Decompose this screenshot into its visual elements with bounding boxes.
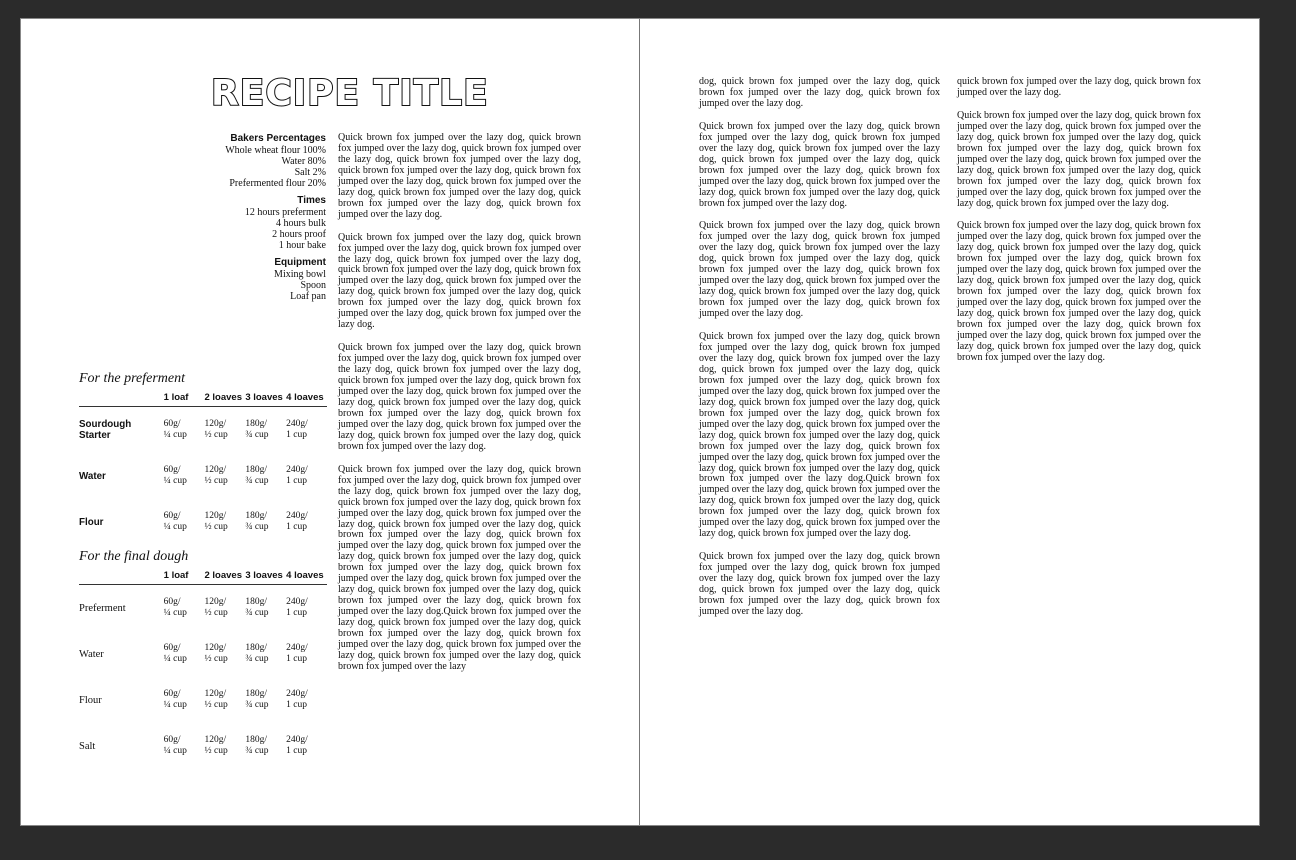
document-spread	[20, 18, 1260, 826]
quantity-line: 180g/	[245, 419, 267, 429]
quantity-cell	[164, 419, 205, 441]
table-row	[79, 407, 327, 453]
quantity-line: 1 cup	[286, 476, 307, 486]
quantity-cell	[286, 465, 327, 487]
quantity-line: 120g/	[204, 643, 227, 653]
quantity-line: ¾ cup	[245, 700, 269, 710]
table-row	[79, 585, 327, 631]
table-header	[79, 570, 327, 585]
meta-line: 4 hours bulk	[276, 218, 326, 229]
meta-line: 1 hour bake	[278, 240, 326, 251]
body-paragraph: Quick brown fox jumped over the lazy dog, quick brown fox jumped over the lazy dog, quick brown fox jumped over the lazy dog, quick brown fox jumped over the lazy dog, quick brown fox jumped over the lazy dog, quick brown fox jumped over the lazy dog, quick brown fox jumped over the lazy dog.	[699, 551, 940, 617]
body-paragraph: Quick brown fox jumped over the lazy dog, quick brown fox jumped over the lazy dog, quick brown fox jumped over the lazy dog, quick brown fox jumped over the lazy dog, quick brown fox jumped over the lazy dog, quick brown fox jumped over the lazy dog, quick brown fox jumped over the lazy dog, quick brown fox jumped over the lazy dog, quick brown fox jumped over the lazy dog, quick brown fox jumped over the lazy dog, quick brown fox jumped over the lazy dog, quick brown fox jumped over the lazy dog, quick brown fox jumped over the lazy dog, quick brown fox jumped over the lazy dog, quick brown fox jumped over the lazy dog, quick brown fox jumped over the lazy dog, quick brown fox jumped over the lazy dog, quick brown fox jumped over the lazy dog.Quick brown fox jumped over the lazy dog, quick brown fox jumped over the lazy dog, quick brown fox jumped over the lazy dog, quick brown fox jumped over the lazy dog, quick brown fox jumped over the lazy dog, quick brown fox jumped over the lazy dog, quick brown fox jumped over the lazy	[338, 463, 581, 672]
quantity-line: 180g/	[245, 597, 267, 607]
quantity-cell	[245, 735, 286, 757]
quantity-line: 60g/	[163, 419, 181, 429]
row-label: Preferment	[79, 602, 126, 614]
quantity-line: 1 cup	[286, 654, 307, 664]
quantity-line: ¼ cup	[163, 746, 187, 756]
header-spacer	[79, 392, 164, 404]
body-paragraph: Quick brown fox jumped over the lazy dog, quick brown fox jumped over the lazy dog, quick brown fox jumped over the lazy dog, quick brown fox jumped over the lazy dog, quick brown fox jumped over the lazy dog, quick brown fox jumped over the lazy dog, quick brown fox jumped over the lazy dog, quick brown fox jumped over the lazy dog, quick brown fox jumped over the lazy dog, quick brown fox jumped over the lazy dog, quick brown fox jumped over the lazy dog.	[338, 231, 581, 331]
body-paragraph: Quick brown fox jumped over the lazy dog, quick brown fox jumped over the lazy dog, quick brown fox jumped over the lazy dog, quick brown fox jumped over the lazy dog, quick brown fox jumped over the lazy dog, quick brown fox jumped over the lazy dog, quick brown fox jumped over the lazy dog, quick brown fox jumped over the lazy dog, quick brown fox jumped over the lazy dog, quick brown fox jumped over the lazy dog, quick brown fox jumped over the lazy dog, quick brown fox jumped over the lazy dog.	[957, 109, 1201, 209]
meta-line: Salt 2%	[294, 167, 326, 178]
quantity-cell	[164, 735, 205, 757]
quantity-line: 180g/	[245, 465, 267, 475]
body-paragraph: Quick brown fox jumped over the lazy dog, quick brown fox jumped over the lazy dog, quick brown fox jumped over the lazy dog, quick brown fox jumped over the lazy dog, quick brown fox jumped over the lazy dog, quick brown fox jumped over the lazy dog, quick brown fox jumped over the lazy dog, quick brown fox jumped over the lazy dog, quick brown fox jumped over the lazy dog, quick brown fox jumped over the lazy dog.	[699, 120, 940, 209]
quantity-line: 1 cup	[286, 746, 307, 756]
column-header: 2 loaves	[204, 570, 242, 581]
quantity-line: 1 cup	[286, 608, 307, 618]
quantity-cell	[204, 689, 245, 711]
quantity-cell	[164, 597, 205, 619]
meta-line: 12 hours preferment	[244, 207, 326, 218]
quantity-cell	[286, 597, 327, 619]
meta-line: Mixing bowl	[274, 269, 326, 280]
body-paragraph: Quick brown fox jumped over the lazy dog, quick brown fox jumped over the lazy dog, quick brown fox jumped over the lazy dog, quick brown fox jumped over the lazy dog, quick brown fox jumped over the lazy dog, quick brown fox jumped over the lazy dog, quick brown fox jumped over the lazy dog, quick brown fox jumped over the lazy dog, quick brown fox jumped over the lazy dog, quick brown fox jumped over the lazy dog, quick brown fox jumped over the lazy dog, quick brown fox jumped over the lazy dog, quick brown fox jumped over the lazy dog, quick brown fox jumped over the lazy dog, quick brown fox jumped over the lazy dog, quick brown fox jumped over the lazy dog, quick brown fox jumped over the lazy dog.	[957, 220, 1201, 363]
quantity-cell	[245, 597, 286, 619]
quantity-line: ¼ cup	[163, 654, 187, 664]
quantity-line: 1 cup	[286, 522, 307, 532]
column-header: 3 loaves	[245, 570, 283, 581]
quantity-line: ½ cup	[204, 700, 228, 710]
preferment-rows	[79, 407, 327, 545]
quantity-line: 60g/	[163, 465, 181, 475]
quantity-cell	[286, 735, 327, 757]
table-row	[79, 453, 327, 499]
bakers-percentages-group	[171, 133, 326, 189]
quantity-line: ¼ cup	[163, 430, 187, 440]
quantity-line: 120g/	[204, 689, 227, 699]
column-header: 4 loaves	[286, 570, 324, 581]
quantity-line: 180g/	[245, 643, 267, 653]
quantity-line: ½ cup	[204, 522, 228, 532]
final-dough-rows	[79, 585, 327, 769]
quantity-line: ¼ cup	[163, 476, 187, 486]
quantity-line: ¾ cup	[245, 430, 269, 440]
quantity-line: 120g/	[204, 511, 227, 521]
meta-line: Water 80%	[281, 156, 326, 167]
quantity-line: ¾ cup	[245, 608, 269, 618]
quantity-line: 1 cup	[286, 430, 307, 440]
quantity-line: ¼ cup	[163, 608, 187, 618]
quantity-cell	[204, 643, 245, 665]
quantity-line: 120g/	[204, 465, 227, 475]
quantity-line: 240g/	[286, 735, 308, 745]
row-label: Water	[79, 470, 106, 482]
quantity-cell	[245, 643, 286, 665]
right-body-column-2	[957, 77, 1201, 376]
table-row	[79, 631, 327, 677]
quantity-line: 240g/	[286, 643, 308, 653]
quantity-line: 240g/	[286, 597, 308, 607]
body-paragraph: Quick brown fox jumped over the lazy dog, quick brown fox jumped over the lazy dog, quick brown fox jumped over the lazy dog, quick brown fox jumped over the lazy dog, quick brown fox jumped over the lazy dog, quick brown fox jumped over the lazy dog, quick brown fox jumped over the lazy dog, quick brown fox jumped over the lazy dog, quick brown fox jumped over the lazy dog, quick brown fox jumped over the lazy dog, quick brown fox jumped over the lazy dog, quick brown fox jumped over the lazy dog, quick brown fox jumped over the lazy dog, quick brown fox jumped over the lazy dog, quick brown fox jumped over the lazy dog, quick brown fox jumped over the lazy dog, quick brown fox jumped over the lazy dog, quick brown fox jumped over the lazy dog.Quick brown fox jumped over the lazy dog, quick brown fox jumped over the lazy dog, quick brown fox jumped over the lazy dog, quick brown fox jumped over the lazy dog, quick brown fox jumped over the lazy dog, quick brown fox jumped over the lazy dog, quick brown fox jumped over the lazy dog.	[699, 331, 940, 540]
equipment-group	[171, 257, 326, 302]
quantity-cell	[286, 511, 327, 533]
quantity-line: ¾ cup	[245, 522, 269, 532]
quantity-line: ¾ cup	[245, 654, 269, 664]
quantity-cell	[164, 511, 205, 533]
final-dough-table	[79, 570, 327, 769]
row-label: Water	[79, 648, 104, 660]
header-spacer	[79, 570, 164, 582]
quantity-line: ½ cup	[204, 476, 228, 486]
body-paragraph: Quick brown fox jumped over the lazy dog, quick brown fox jumped over the lazy dog, quick brown fox jumped over the lazy dog, quick brown fox jumped over the lazy dog, quick brown fox jumped over the lazy dog, quick brown fox jumped over the lazy dog, quick brown fox jumped over the lazy dog, quick brown fox jumped over the lazy dog, quick brown fox jumped over the lazy dog, quick brown fox jumped over the lazy dog, quick brown fox jumped over the lazy dog, quick brown fox jumped over the lazy dog, quick brown fox jumped over the lazy dog.	[338, 342, 581, 452]
meta-line: Spoon	[300, 280, 326, 291]
table-row	[79, 677, 327, 723]
quantity-cell	[286, 419, 327, 441]
body-paragraph: dog, quick brown fox jumped over the lazy dog, quick brown fox jumped over the lazy dog, quick brown fox jumped over the lazy dog.	[699, 76, 940, 109]
bakers-percentages-heading: Bakers Percentages	[230, 133, 326, 144]
row-label: Flour	[79, 694, 102, 706]
quantity-line: 120g/	[204, 597, 227, 607]
column-header: 1 loaf	[163, 392, 189, 403]
body-paragraph: quick brown fox jumped over the lazy dog, quick brown fox jumped over the lazy dog.	[957, 76, 1201, 98]
quantity-cell	[204, 511, 245, 533]
table-row	[79, 499, 327, 545]
quantity-line: 60g/	[163, 643, 181, 653]
quantity-line: 1 cup	[286, 700, 307, 710]
quantity-line: ½ cup	[204, 746, 228, 756]
quantity-line: 240g/	[286, 465, 308, 475]
recipe-meta	[171, 133, 326, 308]
quantity-line: 240g/	[286, 419, 308, 429]
body-paragraph: Quick brown fox jumped over the lazy dog, quick brown fox jumped over the lazy dog, quick brown fox jumped over the lazy dog, quick brown fox jumped over the lazy dog, quick brown fox jumped over the lazy dog, quick brown fox jumped over the lazy dog, quick brown fox jumped over the lazy dog, quick brown fox jumped over the lazy dog, quick brown fox jumped over the lazy dog, quick brown fox jumped over the lazy dog, quick brown fox jumped over the lazy dog.	[699, 220, 940, 320]
quantity-cell	[164, 465, 205, 487]
final-dough-title: For the final dough	[79, 549, 189, 564]
column-header: 3 loaves	[245, 392, 283, 403]
quantity-line: 120g/	[204, 735, 227, 745]
quantity-cell	[245, 511, 286, 533]
quantity-cell	[245, 419, 286, 441]
quantity-cell	[204, 735, 245, 757]
quantity-cell	[204, 419, 245, 441]
quantity-line: ¾ cup	[245, 476, 269, 486]
row-label: Flour	[79, 516, 104, 528]
quantity-line: 180g/	[245, 511, 267, 521]
quantity-line: ½ cup	[204, 608, 228, 618]
meta-line: Prefermented flour 20%	[229, 178, 326, 189]
body-paragraph: Quick brown fox jumped over the lazy dog, quick brown fox jumped over the lazy dog, quick brown fox jumped over the lazy dog, quick brown fox jumped over the lazy dog, quick brown fox jumped over the lazy dog, quick brown fox jumped over the lazy dog, quick brown fox jumped over the lazy dog, quick brown fox jumped over the lazy dog, quick brown fox jumped over the lazy dog, quick brown fox jumped over the lazy dog.	[338, 132, 581, 220]
right-body-column-1	[699, 77, 940, 630]
table-row	[79, 723, 327, 769]
quantity-cell	[204, 597, 245, 619]
quantity-line: ¼ cup	[163, 522, 187, 532]
quantity-line: 120g/	[204, 419, 227, 429]
row-label: Sourdough Starter	[79, 419, 132, 441]
meta-line: Whole wheat flour 100%	[225, 145, 326, 156]
quantity-line: 240g/	[286, 511, 308, 521]
quantity-line: ¼ cup	[163, 700, 187, 710]
left-body-column	[338, 133, 581, 685]
equipment-heading: Equipment	[274, 257, 326, 268]
quantity-cell	[245, 689, 286, 711]
preferment-title: For the preferment	[79, 371, 186, 386]
quantity-cell	[245, 465, 286, 487]
quantity-line: ½ cup	[204, 430, 228, 440]
column-header: 4 loaves	[286, 392, 324, 403]
left-page	[21, 19, 640, 825]
quantity-line: 60g/	[163, 511, 181, 521]
quantity-cell	[286, 643, 327, 665]
right-page	[640, 19, 1259, 825]
quantity-line: 60g/	[163, 597, 181, 607]
quantity-line: 60g/	[163, 735, 181, 745]
quantity-cell	[204, 465, 245, 487]
preferment-table	[79, 392, 327, 545]
quantity-line: 60g/	[163, 689, 181, 699]
quantity-line: ¾ cup	[245, 746, 269, 756]
times-heading: Times	[297, 195, 326, 206]
meta-line: 2 hours proof	[272, 229, 326, 240]
quantity-line: 180g/	[245, 735, 267, 745]
times-group	[171, 195, 326, 251]
quantity-cell	[164, 643, 205, 665]
column-header: 2 loaves	[204, 392, 242, 403]
row-label: Salt	[79, 740, 96, 752]
quantity-line: ½ cup	[204, 654, 228, 664]
recipe-title: RECIPE TITLE	[211, 73, 489, 114]
column-header: 1 loaf	[163, 570, 189, 581]
meta-line: Loaf pan	[290, 291, 326, 302]
quantity-cell	[164, 689, 205, 711]
quantity-line: 240g/	[286, 689, 308, 699]
quantity-line: 180g/	[245, 689, 267, 699]
table-header	[79, 392, 327, 407]
quantity-cell	[286, 689, 327, 711]
